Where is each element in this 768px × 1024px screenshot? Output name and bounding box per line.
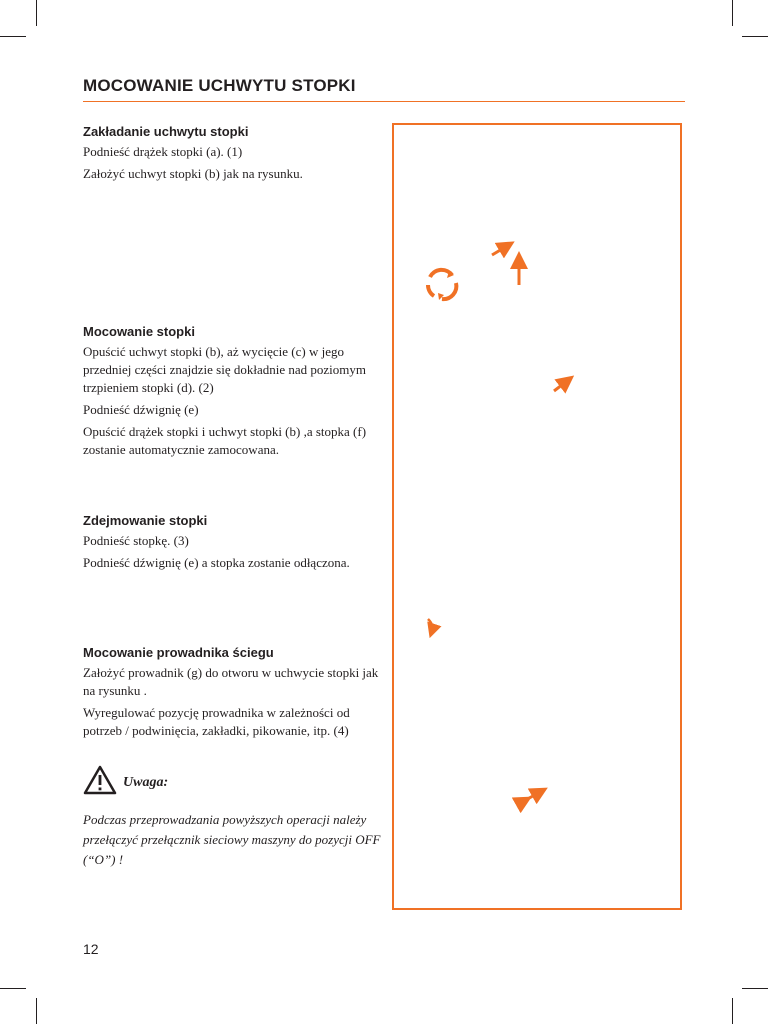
section-remove-foot bbox=[83, 513, 383, 576]
warning-text: Podczas przeprowadzania powyższych operacji należy przełączyć przełącznik sieciowy maszyny do pozycji OFF (“O”) ! bbox=[83, 812, 381, 867]
section-paragraph: Opuścić drążek stopki i uchwyt stopki (b) ,a stopka (f) zostanie automatycznie zamocowana. bbox=[83, 424, 367, 457]
crop-mark bbox=[36, 0, 37, 26]
arrow-icon bbox=[524, 792, 540, 801]
arrow-icon bbox=[554, 381, 567, 391]
section-paragraph: Podnieść dźwignię (e) bbox=[83, 402, 199, 417]
rotate-arrows-icon bbox=[428, 270, 456, 300]
page-title: MOCOWANIE UCHWYTU STOPKI bbox=[83, 76, 356, 95]
illustration-frame bbox=[392, 123, 682, 910]
section-paragraph: Podnieść dźwignię (e) a stopka zostanie odłączona. bbox=[83, 555, 350, 570]
section-heading: Zdejmowanie stopki bbox=[83, 513, 208, 528]
crop-mark bbox=[36, 998, 37, 1024]
crop-mark bbox=[742, 36, 768, 37]
page-number: 12 bbox=[83, 941, 99, 957]
crop-mark bbox=[732, 998, 733, 1024]
warning-box bbox=[83, 765, 383, 870]
warning-triangle-icon bbox=[83, 765, 117, 800]
illustration-arrows bbox=[394, 125, 680, 908]
warning-label: Uwaga: bbox=[123, 774, 169, 790]
section-paragraph: Podnieść drążek stopki (a). (1) bbox=[83, 144, 243, 159]
crop-mark bbox=[732, 0, 733, 26]
arrow-icon bbox=[428, 619, 433, 631]
section-attach-foot bbox=[83, 324, 383, 463]
section-paragraph: Założyć prowadnik (g) do otworu w uchwycie stopki jak na rysunku . bbox=[83, 665, 379, 698]
crop-mark bbox=[0, 988, 26, 989]
section-paragraph: Założyć uchwyt stopki (b) jak na rysunku. bbox=[83, 166, 303, 181]
warning-header bbox=[83, 765, 383, 800]
section-heading: Mocowanie prowadnika ściegu bbox=[83, 645, 274, 660]
section-seam-guide bbox=[83, 645, 383, 744]
arrow-icon bbox=[492, 246, 507, 255]
section-paragraph: Wyregulować pozycję prowadnika w zależności od potrzeb / podwinięcia, zakładki, pikowanie, itp. (4) bbox=[83, 705, 350, 738]
crop-mark bbox=[742, 988, 768, 989]
section-heading: Zakładanie uchwytu stopki bbox=[83, 124, 249, 139]
section-attach-holder bbox=[83, 124, 383, 187]
crop-mark bbox=[0, 36, 26, 37]
section-heading: Mocowanie stopki bbox=[83, 324, 195, 339]
title-rule bbox=[83, 101, 685, 102]
section-paragraph: Opuścić uchwyt stopki (b), aż wycięcie (c) w jego przedniej części znajdzie się dokładnie nad poziomym trzpieniem stopki (d). (2) bbox=[83, 344, 366, 395]
section-paragraph: Podnieść stopkę. (3) bbox=[83, 533, 189, 548]
